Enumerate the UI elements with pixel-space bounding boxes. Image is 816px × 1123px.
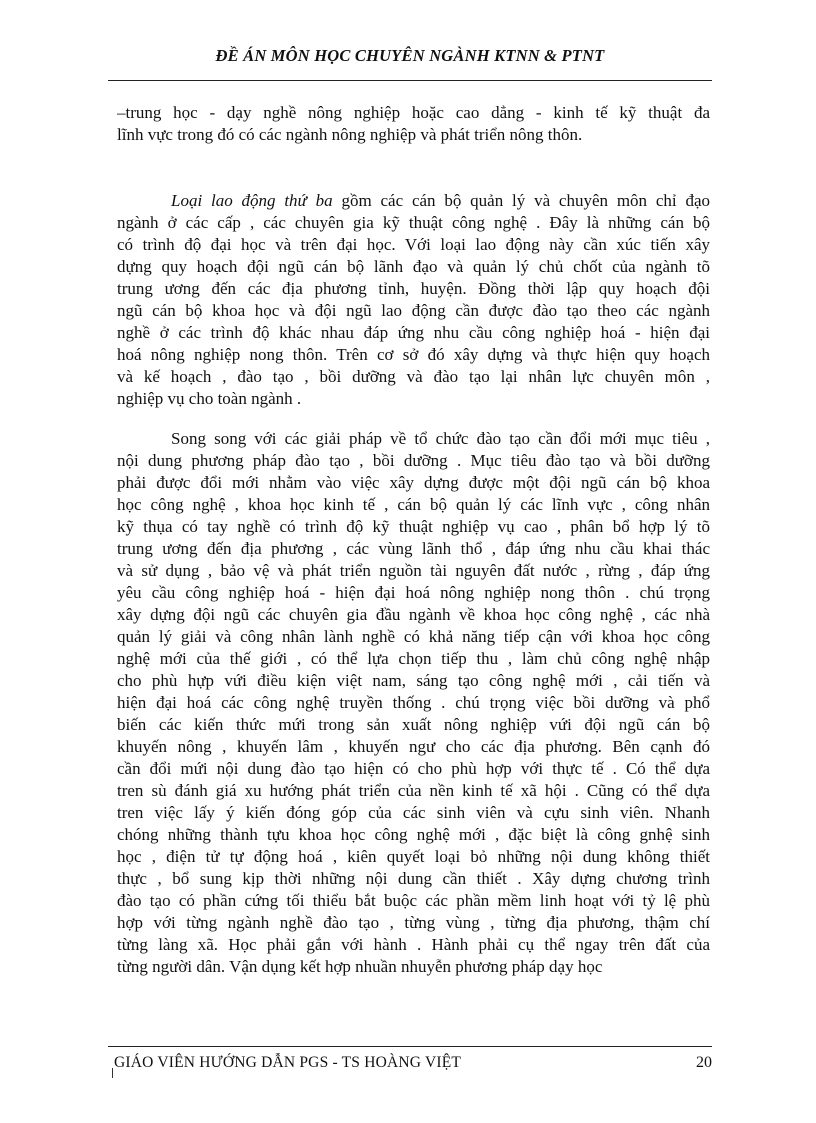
text-line: nghề ở các trình độ khác nhau đáp ứng nhu cầu công nghiệp hoá - hiện đại [117,323,710,342]
text-line: hoá nông nghiệp nong thôn. Trên cơ sở đó xây dựng và thực hiện quy hoạch [117,345,710,364]
footer-marker [112,1068,113,1078]
text-line: và kế hoạch , đào tạo , bồi dưỡng và đào tạo lại nhân lực chuyên môn , [117,367,710,386]
paragraph-spacer [117,410,710,428]
text-line: từng người dân. Vận dụng kết hợp nhuần nhuyễn phương pháp dạy học [117,957,603,976]
text-line: yêu cầu công nghiệp hoá - hiện đại hoá nông nghiệp nong thôn . chú trọng [117,583,710,602]
page-number: 20 [696,1054,712,1071]
text-line-first [117,190,710,212]
text-line: đào tạo có phần cứng tối thiểu bắt buộc các phần mềm linh hoạt với tỷ lệ phù [117,891,710,910]
text-line: dựng quy hoạch đội ngũ cán bộ lãnh đạo và quản lý chủ chốt của ngành tõ [117,257,710,276]
text-line: nội dung phương pháp đào tạo , bồi dưỡng . Mục tiêu đào tạo và bồi dưỡng [117,451,710,470]
text-line: hợp với từng ngành nghề đào tạo , từng vùng , từng địa phương, thậm chí [117,913,710,932]
text-line: trung ương đến các địa phương tỉnh, huyện. Đồng thời lập quy hoạch đội [117,279,710,298]
text-line: cho phù hựp vứi điều kiện việt nam, sáng tạo công nghệ mới , cải tiến và [117,671,710,690]
text-line: ngũ cán bộ khoa học và đội ngũ lao động cần được đào tạo theo các ngành [117,301,710,320]
text-line: trung ương đến địa phương , các vùng lãnh thổ , đáp ứng nhu cầu khai thác [117,539,710,558]
text-line: xây dựng đội ngũ các chuyên gia đầu ngành về khoa học công nghệ , các nhà [117,605,710,624]
text-line: tren việc lấy ý kiến đóng góp của các sinh viên và cựu sinh viên. Nhanh [117,803,710,822]
text-line: có trình độ đại học và trên đại học. Với loại lao động này cần xúc tiến xây [117,235,710,254]
text-line: kỹ thụa có tay nghề có trình độ kỹ thuật nghiệp vụ cao , phân bổ hợp lý tõ [117,517,710,536]
page-header-title: ĐỀ ÁN MÔN HỌC CHUYÊN NGÀNH KTNN & PTNT [215,46,605,65]
paragraph-spacer [117,146,710,172]
document-body [117,102,710,978]
footer-divider [108,1046,712,1047]
text-line: nghệ mới của thế giới , có thể lựa chọn tiếp thu , làm chủ công nghệ nhập [117,649,710,668]
text-line: học , điện tử tự động hoá , kiên quyết loại bỏ những nội dung không thiết [117,847,710,866]
text-line: từng làng xã. Học phải gắn với hành . Hành phải cụ thể ngay trên đất của [117,935,710,954]
text-line: khuyến nông , khuyến lâm , khuyến ngư cho các địa phương. Bên cạnh đó [117,737,710,756]
text-line: phải được đổi mới nhằm vào việc xây dựng được một đội ngũ cán bộ khoa [117,473,710,492]
text-line: cần đổi mứi nội dung đào tạo hiện có cho phù hợp với thực tế . Có thể dựa [117,759,710,778]
text-line-first: Song song với các giải pháp về tổ chức đào tạo cần đổi mới mục tiêu , [171,429,710,448]
text-line: và sử dụng , bảo vệ và phát triển nguồn tài nguyên đất nước , rừng , đáp ứng [117,561,710,580]
text-line: ngành ở các cấp , các chuyên gia kỹ thuật công nghệ . Đây là những cán bộ [117,213,710,232]
text-line: lĩnh vực trong đó có các ngành nông nghiệp và phát triển nông thôn. [117,125,583,144]
text-line: hiện đại hoá các công nghệ truyền thống . chú trọng việc bồi dưỡng và phổ [117,693,710,712]
header-divider [108,80,712,81]
paragraph-spacer [117,172,710,190]
text-line: chóng những thành tựu khoa học công nghệ mới , đặc biệt là công gnhệ sinh [117,825,710,844]
text-line: nghiệp vụ cho toàn ngành . [117,389,302,408]
text-line: thực , bổ sung kịp thời những nội dung cần thiết . Xây dựng chương trình [117,869,710,888]
footer-instructor: GIÁO VIÊN HƯỚNG DẪN PGS - TS HOÀNG VIỆT [114,1054,462,1071]
text-line: –trung học - dạy nghề nông nghiệp hoặc cao dẳng - kinh tế kỹ thuật đa [117,103,710,122]
text-line: học công nghệ , khoa học kinh tế , cán bộ quản lý các lĩnh vực , công nhân [117,495,710,514]
text-line: tren sù đánh giá xu hướng phát triển của nền kinh tế xã hội . Cũng có thể dựa [117,781,710,800]
text-line: biến các kiến thức mứi trong sản xuất nông nghiệp vứi đội ngũ cán bộ [117,715,710,734]
paragraph-1 [117,102,710,146]
paragraph-2 [117,190,710,410]
paragraph-3 [117,428,710,978]
text-line: quản lý giải và công nhân lành nghề có khả năng tiếp cận với khoa học công [117,627,710,646]
text-run: gồm các cán bộ quản lý và chuyên môn chỉ đạo [332,191,710,210]
emphasis-term: Loại lao động thứ ba [171,191,333,210]
